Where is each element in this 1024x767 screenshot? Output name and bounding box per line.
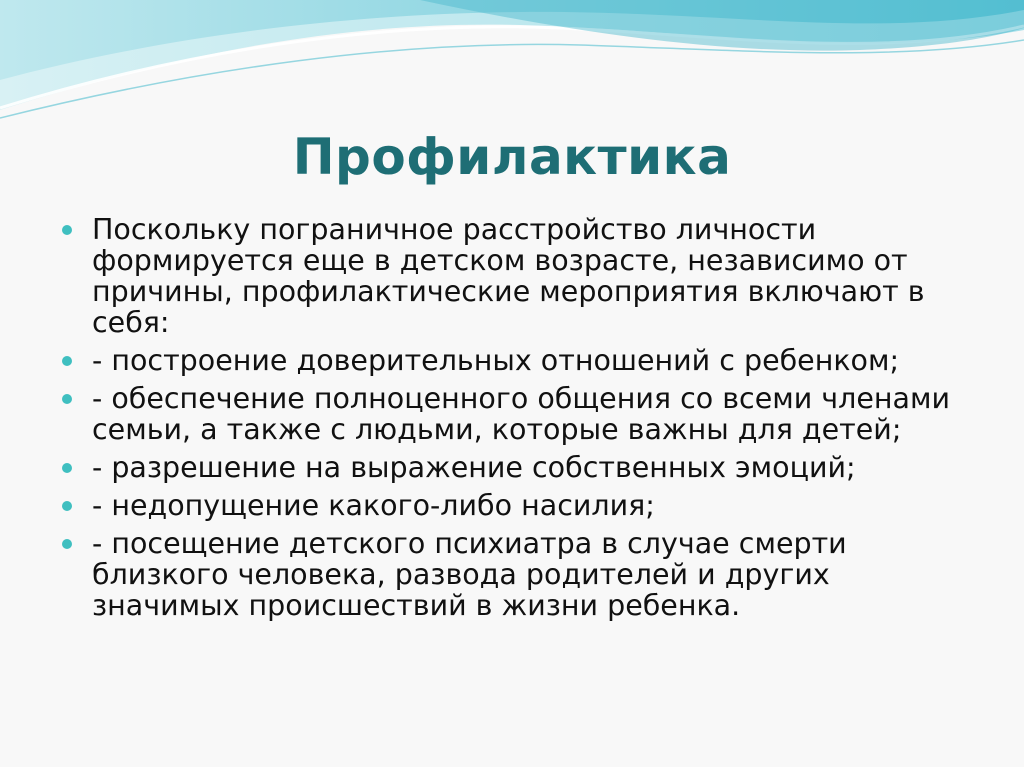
bullet-text: - построение доверительных отношений с ребенком; xyxy=(92,344,900,377)
list-item xyxy=(62,528,982,621)
list-item xyxy=(62,214,982,338)
list-item xyxy=(62,490,982,521)
bullet-text: - разрешение на выражение собственных эмоций; xyxy=(92,451,856,484)
bullet-icon xyxy=(62,463,72,473)
wave-decoration xyxy=(0,0,1024,130)
bullet-icon xyxy=(62,356,72,366)
bullet-text: - посещение детского психиатра в случае смерти близкого человека, развода родителей и других значимых происшествий в жизни ребенка. xyxy=(92,527,847,622)
bullet-text: - недопущение какого-либо насилия; xyxy=(92,489,655,522)
bullet-text: - обеспечение полноценного общения со всеми членами семьи, а также с людьми, которые важны для детей; xyxy=(92,382,951,446)
list-item xyxy=(62,452,982,483)
bullet-icon xyxy=(62,539,72,549)
bullet-icon xyxy=(62,225,72,235)
list-item xyxy=(62,345,982,376)
bullet-icon xyxy=(62,394,72,404)
list-item xyxy=(62,383,982,445)
slide-title: Профилактика xyxy=(292,128,732,186)
bullet-text: Поскольку пограничное расстройство личности формируется еще в детском возрасте, независимо от причины, профилактические мероприятия включают в себя: xyxy=(92,213,925,339)
bullet-list xyxy=(62,214,982,628)
bullet-icon xyxy=(62,501,72,511)
